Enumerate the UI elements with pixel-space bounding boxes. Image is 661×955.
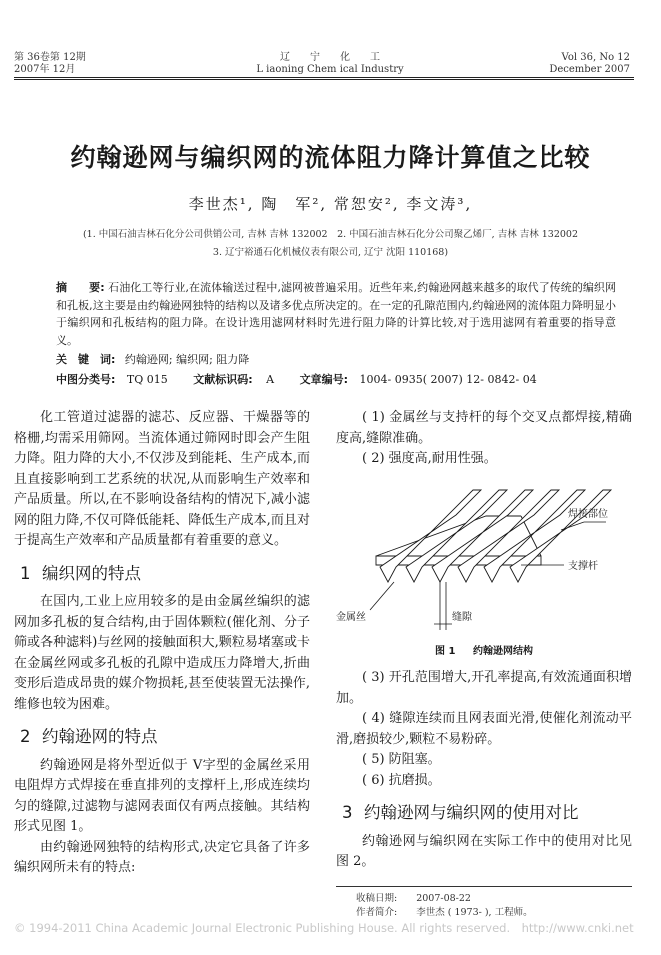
copyright-watermark: © 1994-2011 China Academic Journal Electronic Publishing House. All rights reserved. http://www.cnki.net (14, 921, 634, 935)
header-rule-double (14, 79, 634, 80)
feature-item-4: ( 4) 缝隙连续而且网表面光滑,使催化剂流动平滑,磨损较少,颗粒不易粉碎。 (336, 711, 632, 747)
section-1-title: 编织网的特点 (42, 563, 141, 583)
section-2-title: 约翰逊网的特点 (42, 727, 158, 746)
header-rule (14, 77, 634, 78)
label-support-rod: 支撑杆 (568, 561, 598, 572)
figure-callouts (370, 522, 606, 630)
doc-code-label: 文献标识码: (193, 373, 253, 386)
section-1-heading (20, 564, 310, 585)
journal-volume-issue: 第 36卷第 12期 (14, 52, 86, 63)
feature-item-5: ( 5) 防阻塞。 (362, 752, 441, 767)
journal-name-cn: 辽 宁 化 工 (280, 52, 380, 63)
footnote-rule (336, 886, 632, 887)
label-metal-wire: 金属丝 (336, 612, 366, 623)
figure-1-number: 图 1 (435, 646, 456, 657)
keywords (56, 352, 616, 368)
section-3-paragraph: 约翰逊网与编织网在实际工作中的使用对比见图 2。 (336, 833, 632, 869)
keywords-label: 关 键 词: (56, 353, 116, 366)
classification-line (56, 372, 616, 388)
right-column-bottom (336, 668, 632, 873)
left-column (14, 408, 310, 879)
doc-code-value: A (266, 373, 275, 386)
abstract-text: 石油化工等行业,在流体输送过程中,滤网被普遍采用。近些年来,约翰逊网越来越多的取代了传统的编织网和孔板,这主要是由约翰逊网独特的结构以及诸多优点所决定的。在一定的孔隙范围内,约翰逊网的流体阻力降明显小于编织网和孔板结构的阻力降。在设计选用滤网材料时先进行阻力降的计算比较,对于选用滤网有着重要的指导意义。 (56, 281, 616, 347)
journal-volume-en: Vol 36, No 12 (561, 52, 630, 63)
affiliation-line-2: 3. 辽宁裕通石化机械仪表有限公司, 辽宁 沈阳 110168) (212, 247, 449, 258)
right-column-top (336, 408, 632, 470)
section-3-number: 3 (342, 803, 353, 822)
label-gap: 缝隙 (452, 612, 472, 623)
intro-paragraph: 化工管道过滤器的滤芯、反应器、干燥器等的格栅,均需采用筛网。当流体通过筛网时即会产生阻力降。阻力降的大小,不仅涉及到能耗、生产成本,而且直接影响到工艺系统的状况,从而影响生产效率和产品质量。所以,在不影响设备结构的情况下,减小滤网的阻力降,不仅可降低能耗、降低生产成本,而且对于提高生产效率和产品质量都有着重要的意义。 (14, 410, 310, 548)
author-list: 李世杰¹, 陶 军², 常恕安², 李文涛³, (188, 195, 473, 213)
clc-label: 中图分类号: (56, 373, 116, 386)
affiliation-line-1: (1. 中国石油吉林石化分公司供销公司, 吉林 吉林 132002 2. 中国石油吉林石化分公司聚乙烯厂, 吉林 吉林 132002 (82, 229, 579, 240)
footnote-received: 收稿日期: 2007-08-22 (356, 893, 471, 904)
article-number-label: 文章编号: (299, 373, 349, 386)
section-2-heading (20, 727, 310, 748)
journal-name-en: L iaoning Chem ical Industry (256, 64, 404, 75)
keywords-text: 约翰逊网; 编织网; 阻力降 (124, 353, 250, 366)
section-2-paragraph-1: 约翰逊网是将外型近似于 V字型的金属丝采用电阻焊方式焊接在垂直排列的支撑杆上,形成连续均匀的缝隙,过滤物与滤网表面仅有两点接触。其结构形式见图 1。 (14, 757, 310, 834)
abstract-label: 摘 要: (56, 281, 105, 294)
feature-item-3: ( 3) 开孔范围增大,开孔率提高,有效流通面积增加。 (336, 670, 632, 706)
figure-1-johnson-screen (336, 470, 636, 640)
feature-item-2: ( 2) 强度高,耐用性强。 (362, 451, 497, 466)
feature-item-6: ( 6) 抗磨损。 (362, 772, 441, 788)
label-weld-point: 焊接部位 (568, 509, 608, 520)
footnote-author-bio: 作者简介: 李世杰 ( 1973- ), 工程师。 (356, 907, 533, 918)
abstract (56, 279, 616, 349)
figure-1-title: 约翰逊网结构 (472, 646, 533, 657)
feature-item-1: ( 1) 金属丝与支持杆的每个交叉点都焊接,精确度高,缝隙准确。 (336, 410, 632, 446)
article-number-value: 1004- 0935( 2007) 12- 0842- 04 (359, 373, 537, 386)
paper-title: 约翰逊网与编织网的流体阻力降计算值之比较 (70, 143, 591, 172)
figure-1-caption (336, 642, 632, 657)
clc-value: TQ 015 (126, 373, 168, 386)
section-2-number: 2 (20, 727, 31, 746)
section-1-number: 1 (20, 563, 31, 583)
journal-date-en: December 2007 (549, 64, 630, 75)
journal-date: 2007年 12月 (14, 64, 76, 75)
section-1-paragraph: 在国内,工业上应用较多的是由金属丝编织的滤网加多孔板的复合结构,由于固体颗粒(催化剂、分子筛或各种滤料)与丝网的接触面积大,颗粒易堵塞或卡在金属丝网或多孔板的孔隙中造成压力降增大,折曲变形后造成昂贵的媒介物损耗,甚至使装置无法操作,维修也较为困难。 (14, 594, 310, 712)
section-2-paragraph-2: 由约翰逊网独特的结构形式,决定它具备了许多编织网所未有的特点: (14, 839, 310, 875)
section-3-title: 约翰逊网与编织网的使用对比 (364, 803, 579, 822)
section-3-heading (342, 803, 632, 824)
